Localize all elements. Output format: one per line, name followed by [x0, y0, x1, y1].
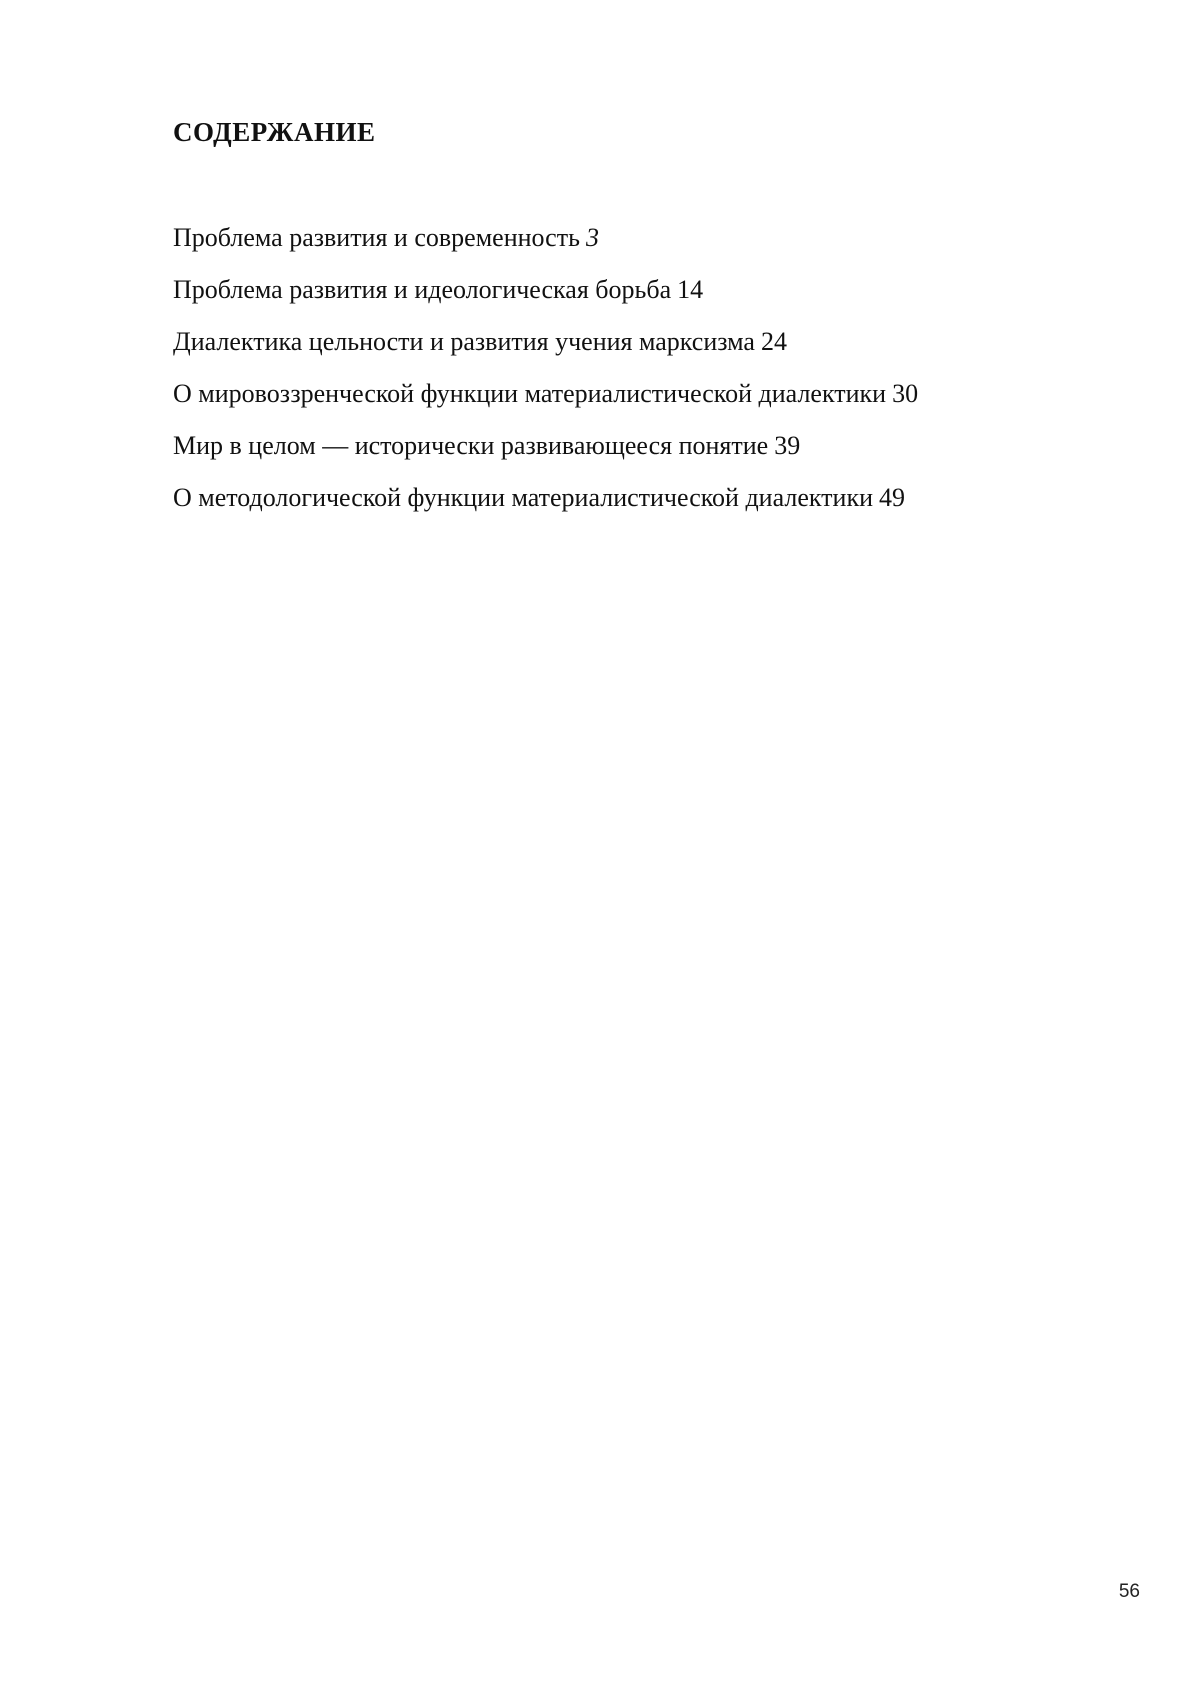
toc-entry-page: 39	[774, 431, 801, 460]
toc-entry-text: О мировоззренческой функции материалистической диалектики	[173, 379, 887, 408]
toc-title: СОДЕРЖАНИЕ	[173, 117, 376, 147]
toc-entry-page: 49	[879, 483, 905, 512]
toc-entry-text: Мир в целом — исторически развивающееся понятие	[173, 431, 769, 460]
page-number: 56	[1118, 1581, 1140, 1602]
toc-list	[173, 212, 918, 524]
toc-entry-text: Проблема развития и современность	[173, 223, 580, 252]
toc-entry	[173, 420, 918, 472]
toc-entry-page: 14	[677, 275, 704, 304]
toc-entry	[173, 212, 918, 264]
toc-entry	[173, 472, 918, 524]
toc-entry	[173, 368, 918, 420]
toc-entry-text: Диалектика цельности и развития учения марксизма	[173, 327, 755, 356]
toc-entry-text: Проблема развития и идеологическая борьба	[173, 275, 672, 304]
toc-entry-page: 3	[585, 223, 599, 252]
toc-entry	[173, 316, 918, 368]
toc-entry-page: 24	[760, 327, 787, 356]
toc-entry	[173, 264, 918, 316]
toc-entry-page: 30	[892, 379, 919, 408]
toc-entry-text: О методологической функции материалистической диалектики	[173, 483, 873, 512]
